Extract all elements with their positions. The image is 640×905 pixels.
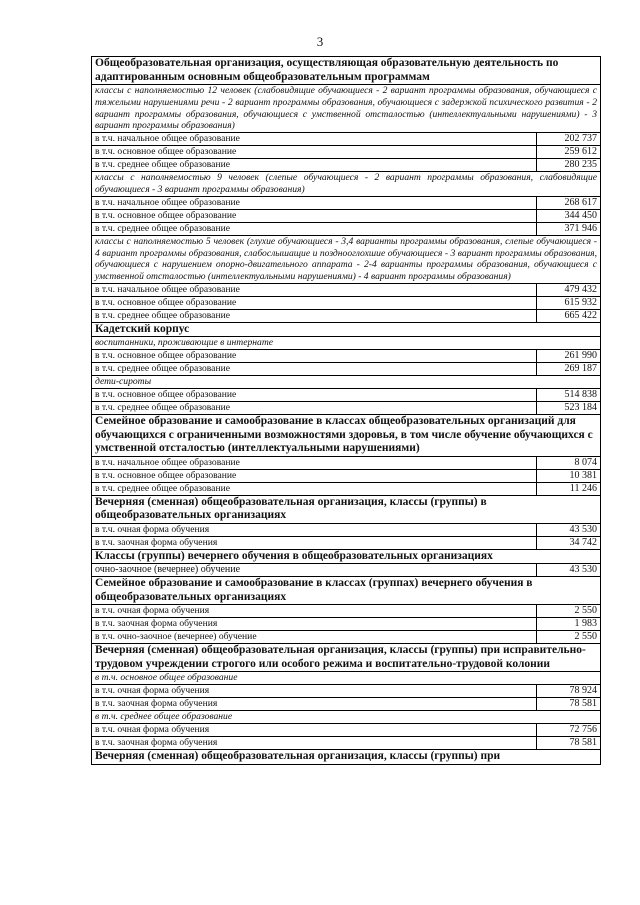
row-value: 78 924 <box>537 685 601 698</box>
table-row <box>92 618 601 631</box>
row-value: 514 838 <box>537 389 601 402</box>
cost-table-body <box>92 57 601 765</box>
section-heading-row <box>92 549 601 564</box>
row-value: 665 422 <box>537 309 601 322</box>
table-row <box>92 389 601 402</box>
table-row <box>92 564 601 577</box>
row-value: 280 235 <box>537 159 601 172</box>
section-note-row <box>92 235 601 283</box>
row-value: 72 756 <box>537 724 601 737</box>
table-row <box>92 159 601 172</box>
row-label: в т.ч. очная форма обучения <box>92 685 537 698</box>
row-label: в т.ч. начальное общее образование <box>92 456 537 469</box>
table-row <box>92 222 601 235</box>
row-value: 34 742 <box>537 536 601 549</box>
row-label: в т.ч. основное общее образование <box>92 296 537 309</box>
row-value: 261 990 <box>537 350 601 363</box>
section-heading-row <box>92 750 601 765</box>
row-value: 523 184 <box>537 402 601 415</box>
row-label: в т.ч. среднее общее образование <box>92 159 537 172</box>
section-heading-row <box>92 415 601 457</box>
row-value: 268 617 <box>537 196 601 209</box>
table-row <box>92 350 601 363</box>
table-row <box>92 133 601 146</box>
subsection-row <box>92 711 601 724</box>
table-row <box>92 724 601 737</box>
row-value: 1 983 <box>537 618 601 631</box>
row-label: в т.ч. среднее общее образование <box>92 363 537 376</box>
row-label: в т.ч. основное общее образование <box>92 469 537 482</box>
row-value: 371 946 <box>537 222 601 235</box>
table-row <box>92 283 601 296</box>
row-label: в т.ч. среднее общее образование <box>92 222 537 235</box>
table-row <box>92 605 601 618</box>
section-heading: Семейное образование и самообразование в классах (группах) вечернего обучения в общеобразовательных организациях <box>92 577 601 605</box>
section-heading: Вечерняя (сменная) общеобразовательная организация, классы (группы) в общеобразовательных организациях <box>92 495 601 523</box>
row-label: в т.ч. среднее общее образование <box>92 482 537 495</box>
section-heading-row <box>92 57 601 85</box>
section-heading: Кадетский корпус <box>92 322 601 337</box>
page-number: 3 <box>316 34 324 49</box>
table-row <box>92 402 601 415</box>
row-label: в т.ч. заочная форма обучения <box>92 698 537 711</box>
row-label: в т.ч. начальное общее образование <box>92 283 537 296</box>
row-value: 43 530 <box>537 564 601 577</box>
row-value: 2 550 <box>537 605 601 618</box>
section-heading: Вечерняя (сменная) общеобразовательная организация, классы (группы) при исправительно-трудовом учреждении строгого или особого режима и воспитательно-трудовой колонии <box>92 644 601 672</box>
table-row <box>92 685 601 698</box>
table-row <box>92 698 601 711</box>
row-value: 78 581 <box>537 737 601 750</box>
row-label: в т.ч. начальное общее образование <box>92 196 537 209</box>
row-label: в т.ч. заочная форма обучения <box>92 536 537 549</box>
row-value: 78 581 <box>537 698 601 711</box>
row-label: в т.ч. очно-заочное (вечернее) обучение <box>92 631 537 644</box>
section-heading: Общеобразовательная организация, осуществляющая образовательную деятельность по адаптированным основным общеобразовательным программам <box>92 57 601 85</box>
section-note: классы с наполняемостью 9 человек (слепые обучающиеся - 2 вариант программы образования, слабовидящие обучающиеся - 3 вариант программы образования) <box>92 172 601 197</box>
subsection-label: воспитанники, проживающие в интернате <box>92 337 601 350</box>
section-heading-row <box>92 644 601 672</box>
table-row <box>92 363 601 376</box>
subsection-label: в т.ч. среднее общее образование <box>92 711 601 724</box>
table-row <box>92 631 601 644</box>
row-label: в т.ч. основное общее образование <box>92 350 537 363</box>
table-row <box>92 309 601 322</box>
row-value: 8 074 <box>537 456 601 469</box>
section-note: классы с наполняемостью 12 человек (слабовидящие обучающиеся - 2 вариант программы образования, обучающиеся с тяжелыми нарушениями речи - 2 вариант программы образования, обучающиеся с задержкой психического развития - 2 вариант программы образования, обучающиеся с умственной отсталостью (интеллектуальными нарушениями) - 3 вариант программы образования) <box>92 85 601 133</box>
row-value: 11 246 <box>537 482 601 495</box>
section-heading-row <box>92 495 601 523</box>
row-label: в т.ч. основное общее образование <box>92 209 537 222</box>
section-note: классы с наполняемостью 5 человек (глухие обучающиеся - 3,4 варианты программы образования, слепые обучающиеся - 4 вариант программы образования, слабослышащие и позднооглохшие обучающиеся - 3 вариант программы образования, обучающиеся с нарушением опорно-двигательного аппарата - 2-4 варианты программы образования, обучающиеся с умственной отсталостью (интеллектуальными нарушениями) - 4 вариант программы образования) <box>92 235 601 283</box>
subsection-label: в т.ч. основное общее образование <box>92 672 601 685</box>
row-value: 479 432 <box>537 283 601 296</box>
section-heading: Классы (группы) вечернего обучения в общеобразовательных организациях <box>92 549 601 564</box>
section-note-row <box>92 172 601 197</box>
row-label: в т.ч. основное общее образование <box>92 389 537 402</box>
table-row <box>92 482 601 495</box>
row-value: 269 187 <box>537 363 601 376</box>
table-row <box>92 536 601 549</box>
table-row <box>92 196 601 209</box>
table-row <box>92 456 601 469</box>
row-label: в т.ч. заочная форма обучения <box>92 737 537 750</box>
table-row <box>92 469 601 482</box>
row-value: 10 381 <box>537 469 601 482</box>
row-value: 202 737 <box>537 133 601 146</box>
row-label: в т.ч. основное общее образование <box>92 146 537 159</box>
section-note-row <box>92 85 601 133</box>
table-row <box>92 209 601 222</box>
section-heading-row <box>92 322 601 337</box>
section-heading-row <box>92 577 601 605</box>
row-label: в т.ч. заочная форма обучения <box>92 618 537 631</box>
subsection-row <box>92 337 601 350</box>
row-value: 615 932 <box>537 296 601 309</box>
table-row <box>92 146 601 159</box>
row-value: 43 530 <box>537 523 601 536</box>
row-label: в т.ч. среднее общее образование <box>92 402 537 415</box>
row-label: в т.ч. начальное общее образование <box>92 133 537 146</box>
table-row <box>92 737 601 750</box>
row-label: очно-заочное (вечернее) обучение <box>92 564 537 577</box>
row-value: 2 550 <box>537 631 601 644</box>
section-heading: Вечерняя (сменная) общеобразовательная организация, классы (группы) при <box>92 750 601 765</box>
row-label: в т.ч. среднее общее образование <box>92 309 537 322</box>
cost-table <box>91 56 601 765</box>
row-label: в т.ч. очная форма обучения <box>92 523 537 536</box>
row-label: в т.ч. очная форма обучения <box>92 605 537 618</box>
table-row <box>92 296 601 309</box>
subsection-row <box>92 376 601 389</box>
subsection-label: дети-сироты <box>92 376 601 389</box>
row-value: 344 450 <box>537 209 601 222</box>
subsection-row <box>92 672 601 685</box>
row-value: 259 612 <box>537 146 601 159</box>
table-row <box>92 523 601 536</box>
section-heading: Семейное образование и самообразование в классах общеобразовательных организаций для обучающихся с ограниченными возможностями здоровья, в том числе обучение обучающихся с умственной отсталостью (интеллектуальными нарушениями) <box>92 415 601 457</box>
row-label: в т.ч. очная форма обучения <box>92 724 537 737</box>
